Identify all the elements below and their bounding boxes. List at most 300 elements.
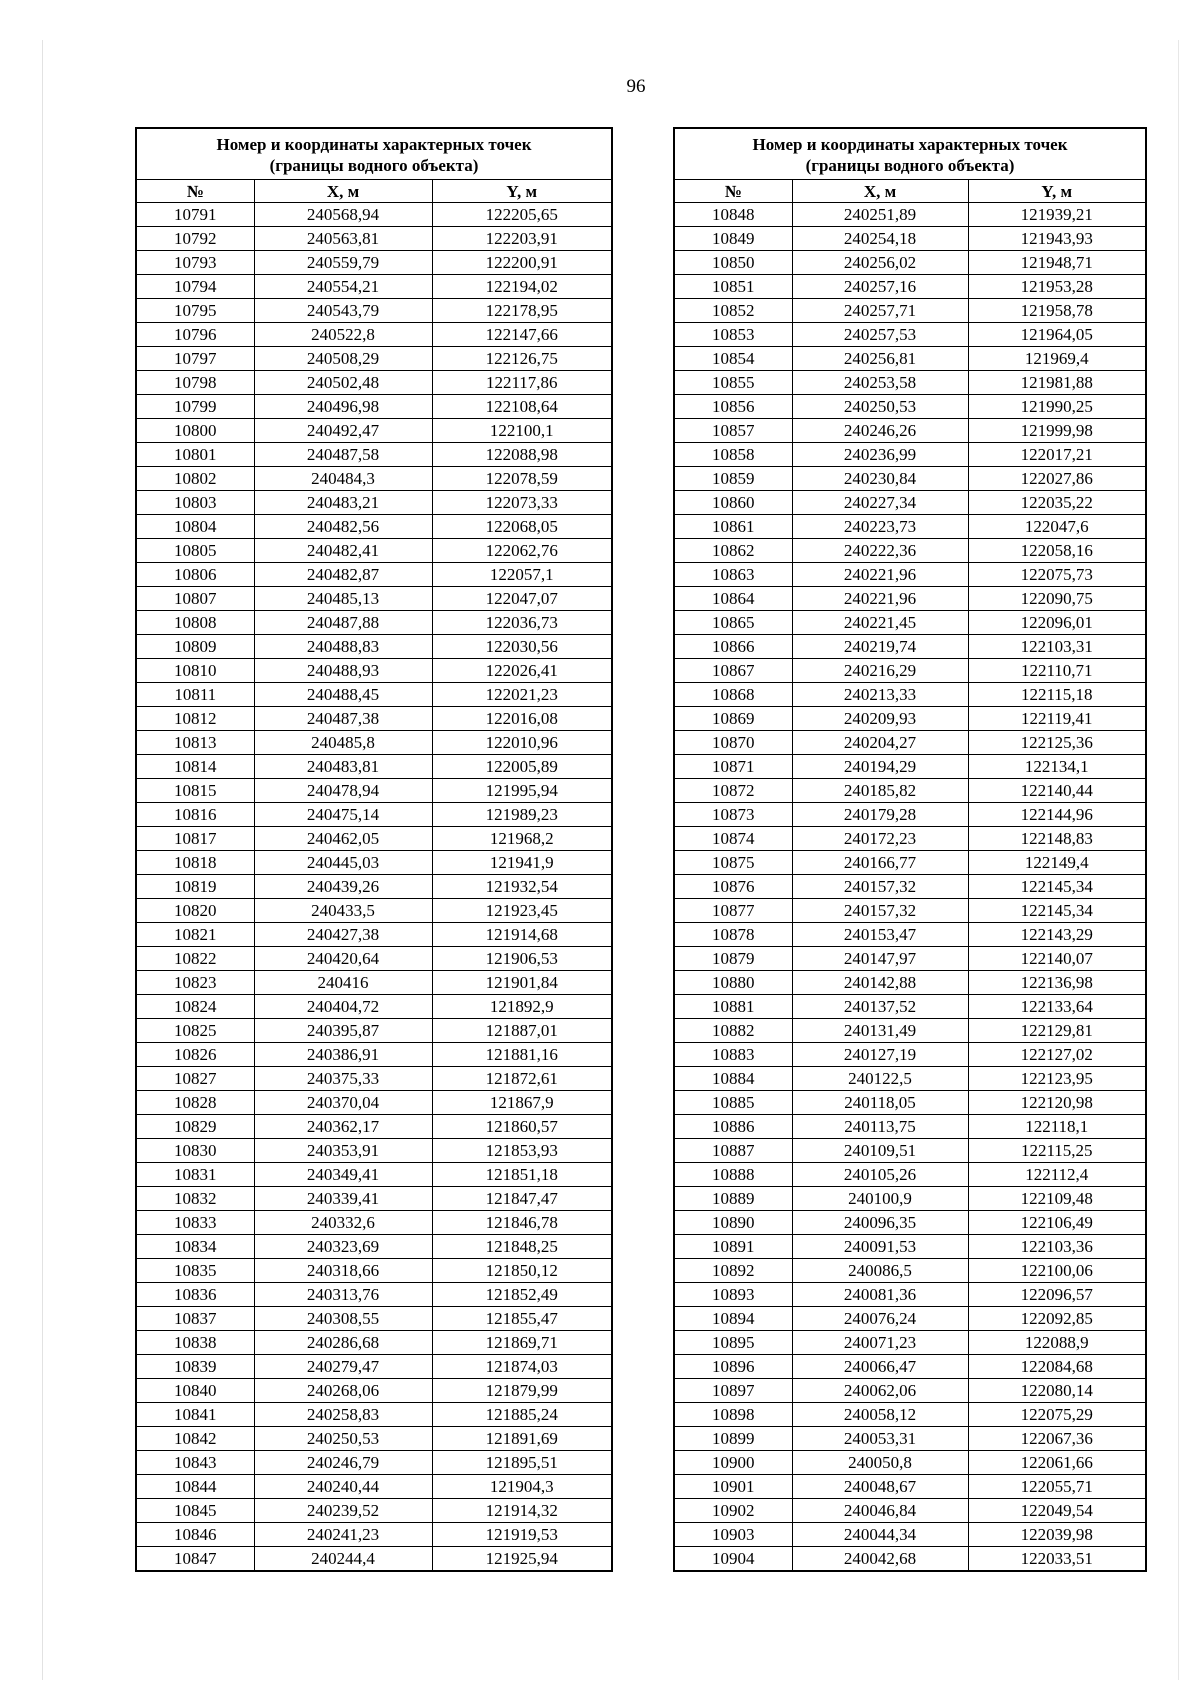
point-number-cell: 10800: [136, 419, 254, 443]
y-coordinate-cell: 122148,83: [968, 827, 1146, 851]
point-number-cell: 10889: [674, 1187, 792, 1211]
y-coordinate-cell: 121958,78: [968, 299, 1146, 323]
table-row: [674, 683, 1146, 707]
x-coordinate-cell: 240487,88: [254, 611, 432, 635]
x-coordinate-cell: 240462,05: [254, 827, 432, 851]
table-row: [674, 1475, 1146, 1499]
y-coordinate-cell: 122047,07: [432, 587, 612, 611]
point-number-cell: 10830: [136, 1139, 254, 1163]
x-coordinate-cell: 240404,72: [254, 995, 432, 1019]
y-coordinate-cell: 122010,96: [432, 731, 612, 755]
x-coordinate-cell: 240076,24: [792, 1307, 968, 1331]
point-number-cell: 10838: [136, 1331, 254, 1355]
table-row: [674, 947, 1146, 971]
scan-margin-line-left: [42, 40, 43, 1680]
x-coordinate-cell: 240496,98: [254, 395, 432, 419]
point-number-cell: 10823: [136, 971, 254, 995]
x-coordinate-cell: 240318,66: [254, 1259, 432, 1283]
x-coordinate-cell: 240213,33: [792, 683, 968, 707]
x-coordinate-cell: 240223,73: [792, 515, 968, 539]
point-number-cell: 10861: [674, 515, 792, 539]
y-coordinate-cell: 122115,25: [968, 1139, 1146, 1163]
y-coordinate-cell: 122080,14: [968, 1379, 1146, 1403]
y-coordinate-cell: 122035,22: [968, 491, 1146, 515]
point-number-cell: 10898: [674, 1403, 792, 1427]
table-row: [136, 659, 612, 683]
y-coordinate-cell: 121869,71: [432, 1331, 612, 1355]
x-coordinate-cell: 240172,23: [792, 827, 968, 851]
table-row: [674, 875, 1146, 899]
y-coordinate-cell: 122106,49: [968, 1211, 1146, 1235]
y-coordinate-cell: 122108,64: [432, 395, 612, 419]
table-row: [674, 899, 1146, 923]
x-coordinate-cell: 240416: [254, 971, 432, 995]
table-row: [674, 1547, 1146, 1572]
y-coordinate-cell: 121941,9: [432, 851, 612, 875]
x-coordinate-cell: 240554,21: [254, 275, 432, 299]
point-number-cell: 10802: [136, 467, 254, 491]
point-number-cell: 10821: [136, 923, 254, 947]
x-coordinate-cell: 240071,23: [792, 1331, 968, 1355]
x-coordinate-cell: 240241,23: [254, 1523, 432, 1547]
point-number-cell: 10883: [674, 1043, 792, 1067]
x-coordinate-cell: 240250,53: [792, 395, 968, 419]
y-coordinate-cell: 122084,68: [968, 1355, 1146, 1379]
table-row: [136, 875, 612, 899]
table-row: [674, 635, 1146, 659]
table-row: [136, 1403, 612, 1427]
x-coordinate-cell: 240240,44: [254, 1475, 432, 1499]
x-coordinate-cell: 240257,71: [792, 299, 968, 323]
point-number-cell: 10850: [674, 251, 792, 275]
point-number-cell: 10804: [136, 515, 254, 539]
y-coordinate-cell: 122073,33: [432, 491, 612, 515]
column-header-number: №: [136, 180, 254, 203]
x-coordinate-cell: 240053,31: [792, 1427, 968, 1451]
point-number-cell: 10844: [136, 1475, 254, 1499]
y-coordinate-cell: 122103,31: [968, 635, 1146, 659]
point-number-cell: 10824: [136, 995, 254, 1019]
table-row: [674, 1379, 1146, 1403]
x-coordinate-cell: 240362,17: [254, 1115, 432, 1139]
y-coordinate-cell: 122062,76: [432, 539, 612, 563]
point-number-cell: 10796: [136, 323, 254, 347]
y-coordinate-cell: 121995,94: [432, 779, 612, 803]
table-row: [674, 323, 1146, 347]
y-coordinate-cell: 121901,84: [432, 971, 612, 995]
x-coordinate-cell: 240487,58: [254, 443, 432, 467]
table-row: [136, 923, 612, 947]
point-number-cell: 10837: [136, 1307, 254, 1331]
point-number-cell: 10820: [136, 899, 254, 923]
table-row: [136, 947, 612, 971]
table-row: [674, 587, 1146, 611]
y-coordinate-cell: 121906,53: [432, 947, 612, 971]
x-coordinate-cell: 240209,93: [792, 707, 968, 731]
point-number-cell: 10822: [136, 947, 254, 971]
y-coordinate-cell: 121953,28: [968, 275, 1146, 299]
table-row: [674, 563, 1146, 587]
x-coordinate-cell: 240096,35: [792, 1211, 968, 1235]
point-number-cell: 10900: [674, 1451, 792, 1475]
x-coordinate-cell: 240157,32: [792, 899, 968, 923]
table-row: [674, 515, 1146, 539]
point-number-cell: 10793: [136, 251, 254, 275]
x-coordinate-cell: 240221,45: [792, 611, 968, 635]
y-coordinate-cell: 122117,86: [432, 371, 612, 395]
point-number-cell: 10890: [674, 1211, 792, 1235]
y-coordinate-cell: 122075,73: [968, 563, 1146, 587]
column-header-y: Y, м: [968, 180, 1146, 203]
point-number-cell: 10865: [674, 611, 792, 635]
table-row: [136, 1355, 612, 1379]
point-number-cell: 10903: [674, 1523, 792, 1547]
point-number-cell: 10863: [674, 563, 792, 587]
x-coordinate-cell: 240118,05: [792, 1091, 968, 1115]
y-coordinate-cell: 121943,93: [968, 227, 1146, 251]
x-coordinate-cell: 240058,12: [792, 1403, 968, 1427]
y-coordinate-cell: 122145,34: [968, 899, 1146, 923]
x-coordinate-cell: 240050,8: [792, 1451, 968, 1475]
y-coordinate-cell: 121892,9: [432, 995, 612, 1019]
table-row: [674, 1067, 1146, 1091]
table-row: [136, 395, 612, 419]
column-header-x: X, м: [254, 180, 432, 203]
table-row: [136, 1139, 612, 1163]
x-coordinate-cell: 240246,26: [792, 419, 968, 443]
y-coordinate-cell: 122021,23: [432, 683, 612, 707]
x-coordinate-cell: 240100,9: [792, 1187, 968, 1211]
y-coordinate-cell: 121939,21: [968, 203, 1146, 227]
table-title: [136, 128, 612, 180]
x-coordinate-cell: 240482,87: [254, 563, 432, 587]
point-number-cell: 10902: [674, 1499, 792, 1523]
point-number-cell: 10862: [674, 539, 792, 563]
y-coordinate-cell: 122178,95: [432, 299, 612, 323]
point-number-cell: 10867: [674, 659, 792, 683]
x-coordinate-cell: 240250,53: [254, 1427, 432, 1451]
x-coordinate-cell: 240563,81: [254, 227, 432, 251]
point-number-cell: 10803: [136, 491, 254, 515]
point-number-cell: 10828: [136, 1091, 254, 1115]
point-number-cell: 10794: [136, 275, 254, 299]
table-row: [674, 1355, 1146, 1379]
point-number-cell: 10892: [674, 1259, 792, 1283]
point-number-cell: 10873: [674, 803, 792, 827]
x-coordinate-cell: 240258,83: [254, 1403, 432, 1427]
x-coordinate-cell: 240433,5: [254, 899, 432, 923]
x-coordinate-cell: 240483,81: [254, 755, 432, 779]
point-number-cell: 10807: [136, 587, 254, 611]
point-number-cell: 10874: [674, 827, 792, 851]
y-coordinate-cell: 122129,81: [968, 1019, 1146, 1043]
point-number-cell: 10831: [136, 1163, 254, 1187]
point-number-cell: 10818: [136, 851, 254, 875]
point-number-cell: 10816: [136, 803, 254, 827]
y-coordinate-cell: 121919,53: [432, 1523, 612, 1547]
y-coordinate-cell: 122136,98: [968, 971, 1146, 995]
y-coordinate-cell: 122149,4: [968, 851, 1146, 875]
x-coordinate-cell: 240386,91: [254, 1043, 432, 1067]
y-coordinate-cell: 122143,29: [968, 923, 1146, 947]
y-coordinate-cell: 122067,36: [968, 1427, 1146, 1451]
y-coordinate-cell: 121932,54: [432, 875, 612, 899]
y-coordinate-cell: 121969,4: [968, 347, 1146, 371]
y-coordinate-cell: 122075,29: [968, 1403, 1146, 1427]
y-coordinate-cell: 122047,6: [968, 515, 1146, 539]
point-number-cell: 10834: [136, 1235, 254, 1259]
x-coordinate-cell: 240488,45: [254, 683, 432, 707]
x-coordinate-cell: 240332,6: [254, 1211, 432, 1235]
x-coordinate-cell: 240339,41: [254, 1187, 432, 1211]
y-coordinate-cell: 122092,85: [968, 1307, 1146, 1331]
point-number-cell: 10813: [136, 731, 254, 755]
x-coordinate-cell: 240445,03: [254, 851, 432, 875]
y-coordinate-cell: 122030,56: [432, 635, 612, 659]
page-number: 96: [626, 76, 646, 97]
table-row: [674, 443, 1146, 467]
point-number-cell: 10884: [674, 1067, 792, 1091]
x-coordinate-cell: 240484,3: [254, 467, 432, 491]
x-coordinate-cell: 240166,77: [792, 851, 968, 875]
y-coordinate-cell: 121948,71: [968, 251, 1146, 275]
x-coordinate-cell: 240147,97: [792, 947, 968, 971]
point-number-cell: 10825: [136, 1019, 254, 1043]
point-number-cell: 10815: [136, 779, 254, 803]
y-coordinate-cell: 121853,93: [432, 1139, 612, 1163]
x-coordinate-cell: 240109,51: [792, 1139, 968, 1163]
table-row: [674, 1523, 1146, 1547]
point-number-cell: 10839: [136, 1355, 254, 1379]
x-coordinate-cell: 240105,26: [792, 1163, 968, 1187]
table-title-line2: (границы водного объекта): [805, 156, 1015, 175]
table-row: [674, 1403, 1146, 1427]
y-coordinate-cell: 122100,06: [968, 1259, 1146, 1283]
point-number-cell: 10805: [136, 539, 254, 563]
y-coordinate-cell: 121914,32: [432, 1499, 612, 1523]
y-coordinate-cell: 121925,94: [432, 1547, 612, 1572]
column-header-number: №: [674, 180, 792, 203]
table-row: [136, 1187, 612, 1211]
y-coordinate-cell: 121999,98: [968, 419, 1146, 443]
x-coordinate-cell: 240131,49: [792, 1019, 968, 1043]
point-number-cell: 10896: [674, 1355, 792, 1379]
point-number-cell: 10814: [136, 755, 254, 779]
table-row: [674, 251, 1146, 275]
point-number-cell: 10797: [136, 347, 254, 371]
table-row: [136, 707, 612, 731]
y-coordinate-cell: 121989,23: [432, 803, 612, 827]
point-number-cell: 10801: [136, 443, 254, 467]
y-coordinate-cell: 122096,57: [968, 1283, 1146, 1307]
x-coordinate-cell: 240042,68: [792, 1547, 968, 1572]
table-row: [136, 1043, 612, 1067]
x-coordinate-cell: 240113,75: [792, 1115, 968, 1139]
x-coordinate-cell: 240230,84: [792, 467, 968, 491]
y-coordinate-cell: 122118,1: [968, 1115, 1146, 1139]
point-number-cell: 10847: [136, 1547, 254, 1572]
point-number-cell: 10882: [674, 1019, 792, 1043]
y-coordinate-cell: 121981,88: [968, 371, 1146, 395]
table-row: [674, 1019, 1146, 1043]
y-coordinate-cell: 122110,71: [968, 659, 1146, 683]
point-number-cell: 10895: [674, 1331, 792, 1355]
y-coordinate-cell: 121891,69: [432, 1427, 612, 1451]
point-number-cell: 10808: [136, 611, 254, 635]
y-coordinate-cell: 121851,18: [432, 1163, 612, 1187]
table-title-line1: Номер и координаты характерных точек: [216, 135, 532, 154]
point-number-cell: 10829: [136, 1115, 254, 1139]
x-coordinate-cell: 240543,79: [254, 299, 432, 323]
y-coordinate-cell: 122096,01: [968, 611, 1146, 635]
x-coordinate-cell: 240256,02: [792, 251, 968, 275]
x-coordinate-cell: 240253,58: [792, 371, 968, 395]
point-number-cell: 10842: [136, 1427, 254, 1451]
point-number-cell: 10880: [674, 971, 792, 995]
table-row: [136, 1115, 612, 1139]
y-coordinate-cell: 122005,89: [432, 755, 612, 779]
y-coordinate-cell: 122133,64: [968, 995, 1146, 1019]
y-coordinate-cell: 121867,9: [432, 1091, 612, 1115]
x-coordinate-cell: 240127,19: [792, 1043, 968, 1067]
table-row: [674, 707, 1146, 731]
x-coordinate-cell: 240254,18: [792, 227, 968, 251]
table-row: [674, 611, 1146, 635]
point-number-cell: 10841: [136, 1403, 254, 1427]
point-number-cell: 10826: [136, 1043, 254, 1067]
point-number-cell: 10799: [136, 395, 254, 419]
x-coordinate-cell: 240268,06: [254, 1379, 432, 1403]
table-row: [674, 1139, 1146, 1163]
y-coordinate-cell: 122127,02: [968, 1043, 1146, 1067]
x-coordinate-cell: 240522,8: [254, 323, 432, 347]
y-coordinate-cell: 122194,02: [432, 275, 612, 299]
y-coordinate-cell: 122033,51: [968, 1547, 1146, 1572]
coordinates-table-right: [673, 127, 1147, 1572]
table-row: [136, 251, 612, 275]
point-number-cell: 10833: [136, 1211, 254, 1235]
table-row: [136, 491, 612, 515]
x-coordinate-cell: 240487,38: [254, 707, 432, 731]
table-row: [674, 1187, 1146, 1211]
column-header-x: X, м: [792, 180, 968, 203]
y-coordinate-cell: 121860,57: [432, 1115, 612, 1139]
table-row: [674, 419, 1146, 443]
y-coordinate-cell: 122016,08: [432, 707, 612, 731]
table-row: [674, 659, 1146, 683]
table-row: [674, 995, 1146, 1019]
table-row: [136, 1211, 612, 1235]
y-coordinate-cell: 122100,1: [432, 419, 612, 443]
y-coordinate-cell: 122103,36: [968, 1235, 1146, 1259]
table-row: [136, 1523, 612, 1547]
table-row: [136, 1451, 612, 1475]
point-number-cell: 10881: [674, 995, 792, 1019]
x-coordinate-cell: 240221,96: [792, 587, 968, 611]
table-row: [674, 1211, 1146, 1235]
point-number-cell: 10859: [674, 467, 792, 491]
point-number-cell: 10878: [674, 923, 792, 947]
point-number-cell: 10846: [136, 1523, 254, 1547]
point-number-cell: 10870: [674, 731, 792, 755]
table-row: [136, 851, 612, 875]
y-coordinate-cell: 122090,75: [968, 587, 1146, 611]
x-coordinate-cell: 240559,79: [254, 251, 432, 275]
x-coordinate-cell: 240236,99: [792, 443, 968, 467]
table-row: [674, 803, 1146, 827]
table-row: [136, 323, 612, 347]
x-coordinate-cell: 240221,96: [792, 563, 968, 587]
point-number-cell: 10857: [674, 419, 792, 443]
point-number-cell: 10872: [674, 779, 792, 803]
table-row: [136, 1307, 612, 1331]
table-row: [674, 491, 1146, 515]
table-row: [136, 755, 612, 779]
x-coordinate-cell: 240420,64: [254, 947, 432, 971]
table-row: [136, 227, 612, 251]
table-title: [674, 128, 1146, 180]
x-coordinate-cell: 240062,06: [792, 1379, 968, 1403]
table-row: [674, 1499, 1146, 1523]
table-row: [136, 203, 612, 227]
y-coordinate-cell: 122144,96: [968, 803, 1146, 827]
table-body: [136, 203, 612, 1572]
table-row: [674, 1283, 1146, 1307]
point-number-cell: 10879: [674, 947, 792, 971]
table-row: [674, 1163, 1146, 1187]
y-coordinate-cell: 121885,24: [432, 1403, 612, 1427]
table-row: [136, 371, 612, 395]
table-row: [674, 851, 1146, 875]
point-number-cell: 10877: [674, 899, 792, 923]
point-number-cell: 10856: [674, 395, 792, 419]
point-number-cell: 10875: [674, 851, 792, 875]
y-coordinate-cell: 121904,3: [432, 1475, 612, 1499]
table-row: [674, 1307, 1146, 1331]
y-coordinate-cell: 122140,07: [968, 947, 1146, 971]
y-coordinate-cell: 122049,54: [968, 1499, 1146, 1523]
x-coordinate-cell: 240244,4: [254, 1547, 432, 1572]
x-coordinate-cell: 240251,89: [792, 203, 968, 227]
point-number-cell: 10858: [674, 443, 792, 467]
x-coordinate-cell: 240257,53: [792, 323, 968, 347]
y-coordinate-cell: 122200,91: [432, 251, 612, 275]
y-coordinate-cell: 121923,45: [432, 899, 612, 923]
table-row: [136, 419, 612, 443]
point-number-cell: 10810: [136, 659, 254, 683]
point-number-cell: 10806: [136, 563, 254, 587]
y-coordinate-cell: 121850,12: [432, 1259, 612, 1283]
x-coordinate-cell: 240222,36: [792, 539, 968, 563]
x-coordinate-cell: 240256,81: [792, 347, 968, 371]
y-coordinate-cell: 122120,98: [968, 1091, 1146, 1115]
y-coordinate-cell: 122088,9: [968, 1331, 1146, 1355]
x-coordinate-cell: 240046,84: [792, 1499, 968, 1523]
table-row: [674, 371, 1146, 395]
x-coordinate-cell: 240066,47: [792, 1355, 968, 1379]
point-number-cell: 10901: [674, 1475, 792, 1499]
table-row: [136, 515, 612, 539]
table-row: [136, 611, 612, 635]
x-coordinate-cell: 240219,74: [792, 635, 968, 659]
table-row: [674, 827, 1146, 851]
table-row: [674, 275, 1146, 299]
x-coordinate-cell: 240349,41: [254, 1163, 432, 1187]
y-coordinate-cell: 121855,47: [432, 1307, 612, 1331]
point-number-cell: 10840: [136, 1379, 254, 1403]
point-number-cell: 10854: [674, 347, 792, 371]
point-number-cell: 10845: [136, 1499, 254, 1523]
